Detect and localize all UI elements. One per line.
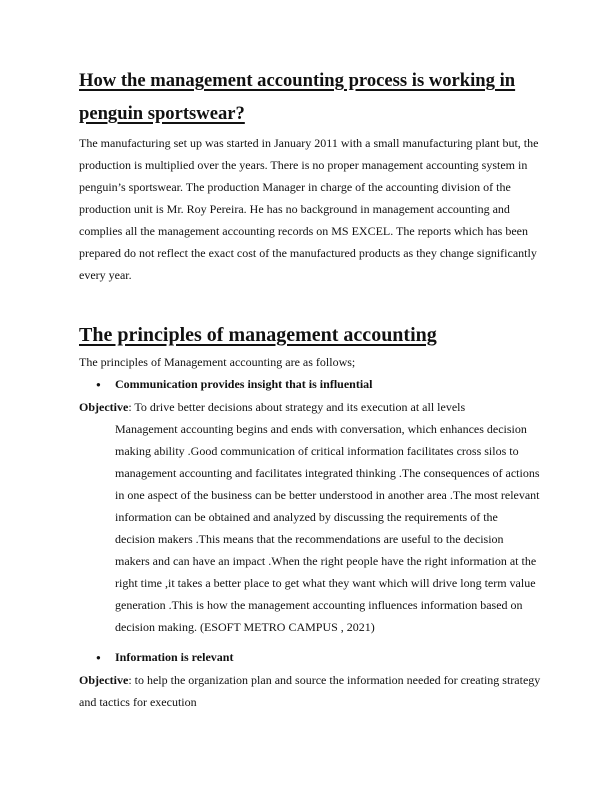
bullet-icon: ● (96, 380, 101, 389)
body-line: generation .This is how the management accounting influences information based on (115, 598, 523, 612)
principle-1-body (115, 418, 555, 638)
paragraph-line: The manufacturing set up was started in January 2011 with a small manufacturing plant but, the (79, 136, 539, 150)
body-line: decision makers .This means that the recommendations are useful to the decision (115, 532, 504, 546)
objective-label: Objective (79, 673, 129, 687)
principle-2-objective (79, 669, 540, 691)
bullet-icon: ● (96, 653, 101, 662)
objective-text: : to help the organization plan and source the information needed for creating strategy (128, 673, 541, 687)
body-line: management accounting and facilitates integrated thinking .The consequences of actions (115, 466, 540, 480)
body-line: making ability .Good communication of critical information facilitates cross silos to (115, 444, 519, 458)
body-line: information can be obtained and analyzed by discussing the requirements of the (115, 510, 498, 524)
intro-paragraph (79, 132, 549, 286)
paragraph-line: production is multiplied over the years. There is no proper management accounting system in (79, 158, 528, 172)
body-line: makers and can have an impact .When the right people have the right information at the (115, 554, 537, 568)
body-line: decision making. (ESOFT METRO CAMPUS , 2021) (115, 620, 375, 634)
body-line: right time ,it takes a better place to get what they want which will drive long term value (115, 576, 536, 590)
section-heading-line-1: How the management accounting process is working in (79, 70, 516, 91)
principles-intro: The principles of Management accounting are as follows; (79, 355, 356, 369)
principle-bullet-1 (96, 376, 372, 393)
objective-label: Objective (79, 400, 129, 414)
body-line: in one aspect of the business can be better understood in another area .The most relevant (115, 488, 540, 502)
principle-title: Information is relevant (115, 650, 234, 664)
objective-text: : To drive better decisions about strategy and its execution at all levels (128, 400, 466, 414)
body-line: Management accounting begins and ends with conversation, which enhances decision (115, 422, 527, 436)
paragraph-line: penguin’s sportswear. The production Manager in charge of the accounting division of the (79, 180, 511, 194)
section-heading-line-2: penguin sportswear? (79, 103, 245, 124)
paragraph-line: production unit is Mr. Roy Pereira. He has no background in management accounting and (79, 202, 510, 216)
principles-heading: The principles of management accounting (79, 324, 437, 346)
paragraph-line: complies all the management accounting records on MS EXCEL. The reports which has been (79, 224, 528, 238)
principle-title: Communication provides insight that is influential (115, 377, 373, 391)
paragraph-line: every year. (79, 268, 132, 282)
paragraph-line: prepared do not reflect the exact cost of the manufactured products as they change significantly (79, 246, 537, 260)
principle-2-objective-continued: and tactics for execution (79, 695, 197, 709)
principle-1-objective (79, 396, 465, 418)
principle-bullet-2 (96, 649, 233, 666)
